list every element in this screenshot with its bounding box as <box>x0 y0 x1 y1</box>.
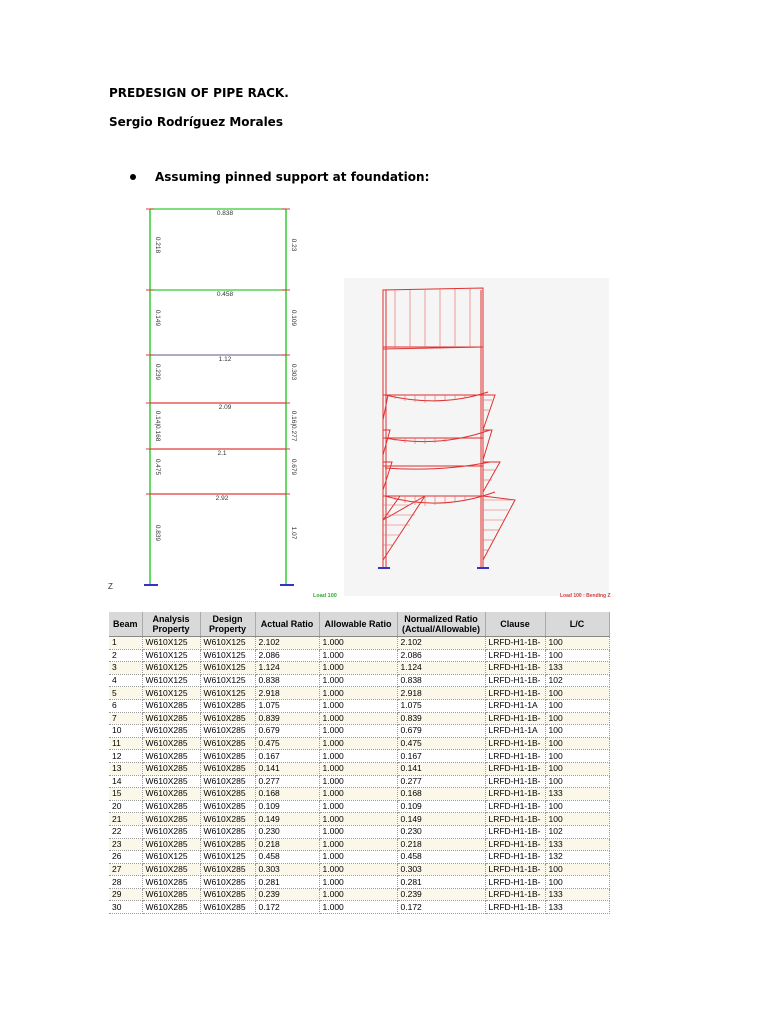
table-cell: 100 <box>545 863 609 876</box>
table-cell: LRFD-H1-1B- <box>485 674 545 687</box>
table-cell: 0.839 <box>397 712 485 725</box>
left-column-ratio-label: 0.14|0.168 <box>154 410 161 442</box>
table-cell: W610X285 <box>200 762 255 775</box>
table-cell: W610X285 <box>142 775 200 788</box>
column-header: L/C <box>545 612 609 637</box>
table-cell: 1.000 <box>319 901 397 914</box>
results-table <box>109 612 609 914</box>
author-name: Sergio Rodríguez Morales <box>109 115 283 129</box>
table-cell: LRFD-H1-1B- <box>485 762 545 775</box>
table-cell: 1.000 <box>319 725 397 738</box>
table-cell: 30 <box>109 901 142 914</box>
left-column-ratio-label: 0.239 <box>154 363 161 381</box>
column-header: Allowable Ratio <box>319 612 397 637</box>
table-cell: 100 <box>545 699 609 712</box>
table-cell: 0.218 <box>397 838 485 851</box>
table-cell: 0.838 <box>397 674 485 687</box>
table-cell: 100 <box>545 775 609 788</box>
table-cell: 0.679 <box>255 725 319 738</box>
bullet-text: Assuming pinned support at foundation: <box>155 170 430 184</box>
table-cell: W610X125 <box>142 687 200 700</box>
table-cell: W610X285 <box>142 876 200 889</box>
table-cell: 12 <box>109 750 142 763</box>
table-cell: W610X125 <box>142 637 200 650</box>
moment-panel <box>344 278 609 596</box>
table-cell: 0.218 <box>255 838 319 851</box>
beam-ratio-label: 0.838 <box>216 210 234 217</box>
table-row <box>109 712 609 725</box>
table-cell: W610X285 <box>142 901 200 914</box>
table-cell: W610X285 <box>142 750 200 763</box>
table-row <box>109 813 609 826</box>
table-cell: W610X285 <box>200 737 255 750</box>
table-row <box>109 637 609 650</box>
table-row <box>109 825 609 838</box>
table-cell: 20 <box>109 800 142 813</box>
table-cell: 1.000 <box>319 788 397 801</box>
table-cell: 0.168 <box>397 788 485 801</box>
table-cell: 0.239 <box>255 888 319 901</box>
column-header: Normalized Ratio (Actual/Allowable) <box>397 612 485 637</box>
table-cell: 100 <box>545 876 609 889</box>
table-cell: 0.230 <box>255 825 319 838</box>
bending-moment-diagram <box>344 278 611 599</box>
table-row <box>109 762 609 775</box>
table-cell: 0.679 <box>397 725 485 738</box>
beam-ratio-label: 2.1 <box>217 450 227 457</box>
table-row <box>109 888 609 901</box>
table-cell: W610X285 <box>200 825 255 838</box>
table-cell: W610X285 <box>200 699 255 712</box>
table-cell: LRFD-H1-1B- <box>485 687 545 700</box>
table-cell: 3 <box>109 662 142 675</box>
table-cell: W610X285 <box>200 838 255 851</box>
table-cell: LRFD-H1-1B- <box>485 901 545 914</box>
left-column-ratio-label: 0.839 <box>154 524 161 542</box>
table-cell: W610X285 <box>142 762 200 775</box>
table-cell: 100 <box>545 750 609 763</box>
table-cell: W610X285 <box>142 712 200 725</box>
table-cell: 13 <box>109 762 142 775</box>
table-cell: 133 <box>545 838 609 851</box>
table-cell: LRFD-H1-1B- <box>485 838 545 851</box>
table-cell: LRFD-H1-1B- <box>485 863 545 876</box>
table-cell: LRFD-H1-1B- <box>485 737 545 750</box>
table-cell: W610X285 <box>142 800 200 813</box>
table-cell: 100 <box>545 637 609 650</box>
table-cell: 0.172 <box>255 901 319 914</box>
table-row <box>109 699 609 712</box>
table-cell: 1 <box>109 637 142 650</box>
table-cell: LRFD-H1-1A <box>485 725 545 738</box>
table-cell: 5 <box>109 687 142 700</box>
table-row <box>109 687 609 700</box>
table-cell: LRFD-H1-1B- <box>485 775 545 788</box>
table-cell: 6 <box>109 699 142 712</box>
table-cell: 1.000 <box>319 876 397 889</box>
column-header: Beam <box>109 612 142 637</box>
table-cell: W610X125 <box>142 674 200 687</box>
table-cell: W610X125 <box>142 851 200 864</box>
table-row <box>109 750 609 763</box>
table-cell: LRFD-H1-1B- <box>485 825 545 838</box>
table-cell: 100 <box>545 737 609 750</box>
table-row <box>109 876 609 889</box>
table-cell: W610X285 <box>200 725 255 738</box>
table-cell: 133 <box>545 788 609 801</box>
table-cell: LRFD-H1-1B- <box>485 851 545 864</box>
table-cell: 1.000 <box>319 851 397 864</box>
table-row <box>109 725 609 738</box>
table-cell: 0.281 <box>255 876 319 889</box>
table-cell: W610X285 <box>200 901 255 914</box>
table-cell: 0.141 <box>397 762 485 775</box>
left-column-ratio-label: 0.149 <box>154 309 161 327</box>
table-row <box>109 674 609 687</box>
table-cell: 2.102 <box>397 637 485 650</box>
table-cell: 1.075 <box>397 699 485 712</box>
table-cell: 1.000 <box>319 699 397 712</box>
table-cell: 0.475 <box>255 737 319 750</box>
table-cell: 10 <box>109 725 142 738</box>
column-header: Clause <box>485 612 545 637</box>
table-cell: LRFD-H1-1A <box>485 699 545 712</box>
table-cell: W610X285 <box>142 838 200 851</box>
table-cell: 133 <box>545 662 609 675</box>
table-cell: LRFD-H1-1B- <box>485 888 545 901</box>
table-cell: 100 <box>545 813 609 826</box>
table-cell: 0.172 <box>397 901 485 914</box>
table-cell: 1.000 <box>319 687 397 700</box>
table-cell: 100 <box>545 649 609 662</box>
table-cell: 1.000 <box>319 649 397 662</box>
table-header-row <box>109 612 609 637</box>
table-row <box>109 901 609 914</box>
table-cell: 1.000 <box>319 813 397 826</box>
table-cell: 1.000 <box>319 737 397 750</box>
table-cell: 100 <box>545 762 609 775</box>
table-cell: 7 <box>109 712 142 725</box>
beam-ratio-label: 1.12 <box>218 356 232 363</box>
table-cell: 100 <box>545 800 609 813</box>
table-cell: W610X285 <box>142 888 200 901</box>
table-cell: W610X285 <box>142 825 200 838</box>
table-cell: 2.918 <box>255 687 319 700</box>
table-cell: LRFD-H1-1B- <box>485 800 545 813</box>
table-cell: 1.000 <box>319 800 397 813</box>
table-cell: 100 <box>545 687 609 700</box>
table-cell: 14 <box>109 775 142 788</box>
table-cell: 102 <box>545 825 609 838</box>
axis-label: Z <box>108 582 113 591</box>
table-cell: 1.075 <box>255 699 319 712</box>
table-cell: 2.086 <box>397 649 485 662</box>
table-row <box>109 838 609 851</box>
table-cell: W610X285 <box>200 863 255 876</box>
table-cell: 132 <box>545 851 609 864</box>
table-cell: 0.281 <box>397 876 485 889</box>
table-cell: 0.167 <box>255 750 319 763</box>
table-cell: 1.124 <box>397 662 485 675</box>
table-cell: W610X285 <box>200 876 255 889</box>
table-cell: 102 <box>545 674 609 687</box>
table-cell: 0.230 <box>397 825 485 838</box>
table-cell: W610X285 <box>200 800 255 813</box>
table-cell: 27 <box>109 863 142 876</box>
table-row <box>109 649 609 662</box>
table-cell: 0.109 <box>255 800 319 813</box>
table-cell: W610X285 <box>200 788 255 801</box>
table-cell: 22 <box>109 825 142 838</box>
table-cell: 0.167 <box>397 750 485 763</box>
table-cell: 0.303 <box>397 863 485 876</box>
table-cell: 2.102 <box>255 637 319 650</box>
load-label: Load 100 <box>313 593 337 599</box>
table-cell: 133 <box>545 901 609 914</box>
table-cell: W610X285 <box>142 699 200 712</box>
table-cell: 1.000 <box>319 750 397 763</box>
table-cell: 0.303 <box>255 863 319 876</box>
table-cell: 1.000 <box>319 838 397 851</box>
table-cell: 0.149 <box>255 813 319 826</box>
table-cell: W610X125 <box>200 662 255 675</box>
table-cell: 2 <box>109 649 142 662</box>
table-cell: LRFD-H1-1B- <box>485 750 545 763</box>
table-cell: 1.000 <box>319 662 397 675</box>
table-cell: 1.124 <box>255 662 319 675</box>
table-row <box>109 662 609 675</box>
table-cell: 1.000 <box>319 637 397 650</box>
table-cell: 0.109 <box>397 800 485 813</box>
table-cell: LRFD-H1-1B- <box>485 712 545 725</box>
table-cell: 0.475 <box>397 737 485 750</box>
table-cell: W610X285 <box>142 863 200 876</box>
table-cell: 23 <box>109 838 142 851</box>
table-cell: LRFD-H1-1B- <box>485 649 545 662</box>
table-cell: W610X285 <box>200 775 255 788</box>
left-column-ratio-label: 0.475 <box>154 458 161 476</box>
beam-ratio-label: 2.92 <box>215 495 229 502</box>
table-row <box>109 851 609 864</box>
right-column-ratio-label: 0.109 <box>290 309 297 327</box>
column-header: Analysis Property <box>142 612 200 637</box>
table-body <box>109 637 609 914</box>
table-cell: 2.918 <box>397 687 485 700</box>
table-cell: 1.000 <box>319 888 397 901</box>
table-cell: 0.277 <box>255 775 319 788</box>
table-cell: 0.277 <box>397 775 485 788</box>
table-cell: 4 <box>109 674 142 687</box>
table-cell: 0.839 <box>255 712 319 725</box>
table-cell: W610X285 <box>142 813 200 826</box>
table-cell: W610X125 <box>200 649 255 662</box>
table-row <box>109 775 609 788</box>
table-cell: W610X285 <box>142 788 200 801</box>
table-cell: W610X125 <box>200 674 255 687</box>
table-cell: 0.239 <box>397 888 485 901</box>
table-cell: 15 <box>109 788 142 801</box>
table-cell: W610X285 <box>142 725 200 738</box>
document-heading: PREDESIGN OF PIPE RACK. <box>109 86 289 100</box>
table-cell: W610X285 <box>200 712 255 725</box>
table-cell: W610X285 <box>200 750 255 763</box>
right-column-ratio-label: 0.16|0.277 <box>290 410 297 442</box>
table-row <box>109 737 609 750</box>
table-cell: 28 <box>109 876 142 889</box>
table-cell: 11 <box>109 737 142 750</box>
table-cell: 100 <box>545 725 609 738</box>
table-cell: 29 <box>109 888 142 901</box>
table-cell: 0.458 <box>255 851 319 864</box>
table-cell: 0.141 <box>255 762 319 775</box>
table-cell: 2.086 <box>255 649 319 662</box>
table-cell: 1.000 <box>319 863 397 876</box>
table-cell: LRFD-H1-1B- <box>485 637 545 650</box>
table-cell: 100 <box>545 712 609 725</box>
beam-ratio-label: 2.09 <box>218 404 232 411</box>
table-cell: W610X285 <box>200 888 255 901</box>
column-header: Actual Ratio <box>255 612 319 637</box>
table-cell: 133 <box>545 888 609 901</box>
moment-load-label: Load 100 : Bending Z <box>560 593 611 599</box>
table-cell: 0.168 <box>255 788 319 801</box>
table-cell: 1.000 <box>319 762 397 775</box>
table-cell: 21 <box>109 813 142 826</box>
table-cell: 1.000 <box>319 825 397 838</box>
table-cell: LRFD-H1-1B- <box>485 813 545 826</box>
table-row <box>109 863 609 876</box>
table-cell: 1.000 <box>319 674 397 687</box>
table-cell: 0.838 <box>255 674 319 687</box>
beam-ratio-label: 0.458 <box>216 291 234 298</box>
frame-ratio-diagram <box>108 209 337 599</box>
table-cell: W610X125 <box>142 649 200 662</box>
table-cell: W610X125 <box>200 637 255 650</box>
table-cell: LRFD-H1-1B- <box>485 876 545 889</box>
table-cell: 0.458 <box>397 851 485 864</box>
right-column-ratio-label: 0.23 <box>290 238 297 252</box>
table-cell: 1.000 <box>319 712 397 725</box>
table-cell: LRFD-H1-1B- <box>485 662 545 675</box>
table-row <box>109 800 609 813</box>
table-cell: 26 <box>109 851 142 864</box>
table-cell: W610X285 <box>200 813 255 826</box>
right-column-ratio-label: 1.07 <box>290 526 297 540</box>
table-cell: LRFD-H1-1B- <box>485 788 545 801</box>
table-row <box>109 788 609 801</box>
column-header: Design Property <box>200 612 255 637</box>
right-column-ratio-label: 0.679 <box>290 458 297 476</box>
left-column-ratio-label: 0.218 <box>154 236 161 254</box>
table-cell: W610X125 <box>200 851 255 864</box>
table-cell: W610X125 <box>142 662 200 675</box>
table-cell: 0.149 <box>397 813 485 826</box>
table-cell: W610X285 <box>142 737 200 750</box>
right-column-ratio-label: 0.303 <box>290 363 297 381</box>
table-cell: W610X125 <box>200 687 255 700</box>
table-cell: 1.000 <box>319 775 397 788</box>
